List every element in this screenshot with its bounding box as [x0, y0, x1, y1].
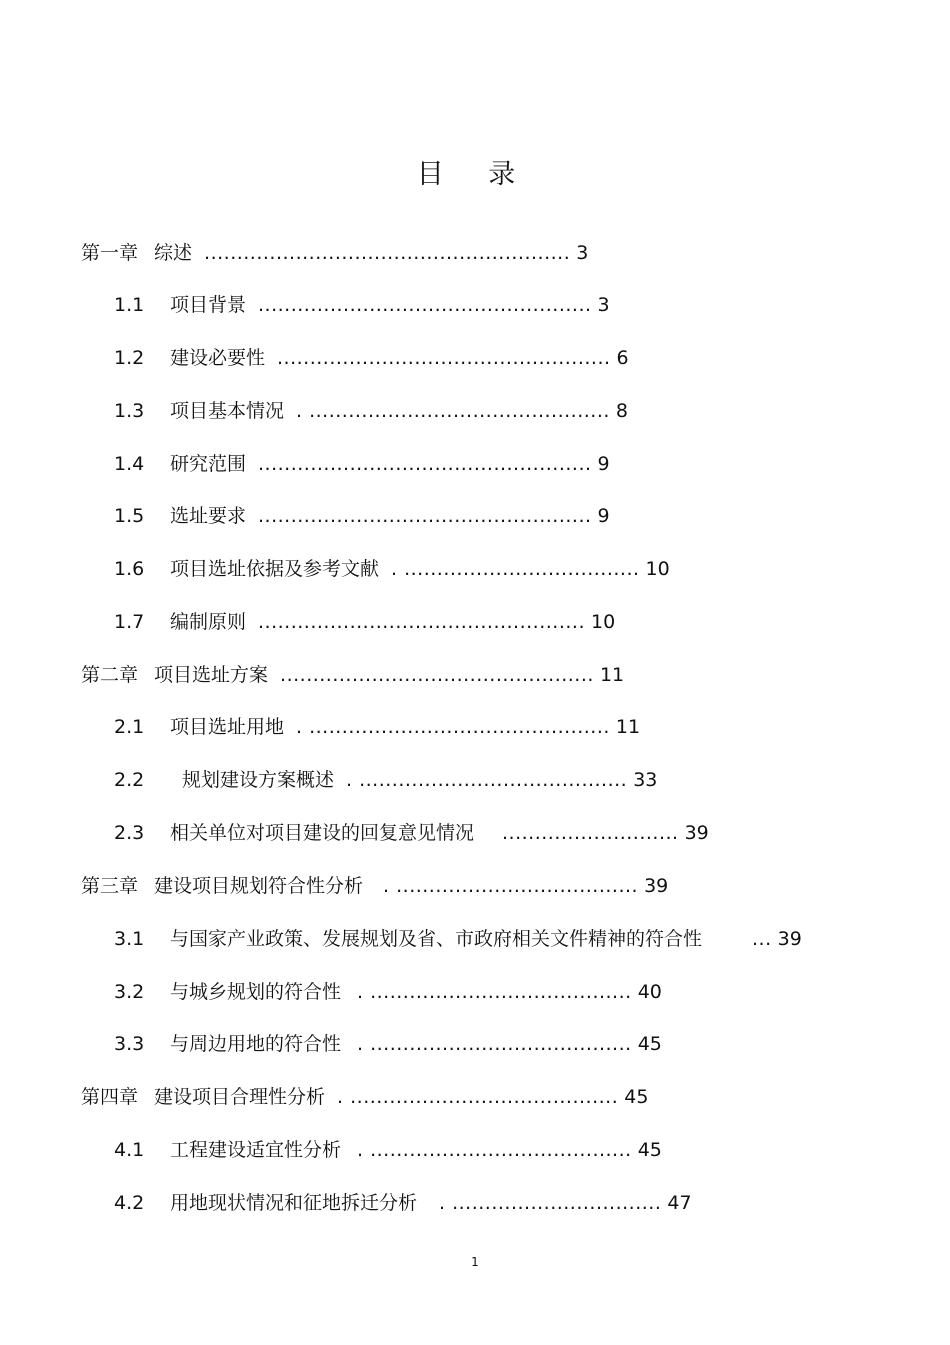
toc-entry-number: 1.1 — [114, 294, 145, 316]
toc-entry-title: 研究范围 — [170, 453, 247, 475]
toc-entry-page: 8 — [615, 400, 629, 422]
toc-leader-dots: . ................................ — [439, 1192, 662, 1214]
toc-leader-dots: .................................................. — [258, 611, 585, 633]
toc-leader-dots: . .................................... — [391, 558, 640, 580]
toc-entry-page: 11 — [615, 716, 641, 738]
toc-entry-chapter-2[interactable] — [81, 661, 624, 689]
toc-entry-number: 2.3 — [114, 822, 145, 844]
toc-entry-number: 3.2 — [114, 981, 145, 1003]
toc-entry-page: 3 — [576, 242, 589, 264]
toc-entry-page: 9 — [597, 505, 610, 527]
toc-entry-section-1-7[interactable] — [114, 608, 615, 636]
toc-entry-page: 45 — [637, 1139, 662, 1161]
toc-entry-section-1-4[interactable] — [114, 450, 610, 478]
toc-entry-number: 4.1 — [114, 1139, 145, 1161]
toc-entry-title: 项目选址用地 — [170, 716, 285, 738]
toc-entry-page: 39 — [777, 928, 802, 950]
toc-entry-page: 6 — [616, 347, 629, 369]
toc-entry-title: 选址要求 — [170, 505, 247, 527]
toc-entry-number: 第四章 — [81, 1086, 139, 1108]
toc-leader-dots: ................................................ — [280, 664, 594, 686]
toc-entry-number: 第三章 — [81, 875, 139, 897]
toc-entry-title: 建设项目合理性分析 — [154, 1086, 326, 1108]
toc-entry-number: 2.2 — [114, 769, 145, 791]
toc-leader-dots: ........................... — [502, 822, 679, 844]
toc-entry-title: 项目背景 — [170, 294, 247, 316]
toc-entry-chapter-4[interactable] — [81, 1083, 648, 1111]
toc-entry-title: 项目选址依据及参考文献 — [170, 558, 380, 580]
toc-entry-section-3-1[interactable] — [114, 925, 802, 953]
toc-entry-number: 2.1 — [114, 716, 145, 738]
toc-entry-page: 40 — [637, 981, 662, 1003]
toc-leader-dots: ... — [752, 928, 772, 950]
toc-entry-section-3-2[interactable] — [114, 978, 662, 1006]
toc-leader-dots: . .............................................. — [296, 400, 610, 422]
toc-entry-title: 综述 — [154, 242, 193, 264]
toc-leader-dots: . ......................................... — [346, 769, 628, 791]
toc-leader-dots: . .............................................. — [296, 716, 610, 738]
toc-leader-dots: . ........................................ — [357, 1139, 632, 1161]
toc-entry-number: 1.7 — [114, 611, 145, 633]
toc-entry-section-3-3[interactable] — [114, 1030, 662, 1058]
toc-entry-section-2-3[interactable] — [114, 819, 709, 847]
toc-entry-page: 45 — [624, 1086, 649, 1108]
toc-entry-section-1-2[interactable] — [114, 344, 629, 372]
toc-leader-dots: . ..................................... — [383, 875, 639, 897]
toc-entry-title: 项目基本情况 — [170, 400, 285, 422]
toc-entry-number: 第二章 — [81, 664, 139, 686]
toc-entry-section-4-1[interactable] — [114, 1136, 662, 1164]
page-title: 目 录 — [416, 159, 534, 190]
toc-entry-section-1-3[interactable] — [114, 397, 628, 425]
toc-leader-dots: ................................................... — [258, 294, 592, 316]
toc-entry-number: 1.5 — [114, 505, 145, 527]
toc-entry-number: 1.4 — [114, 453, 145, 475]
toc-entry-page: 39 — [644, 875, 669, 897]
toc-entry-chapter-1[interactable] — [81, 239, 588, 267]
toc-leader-dots: ................................................... — [277, 347, 611, 369]
toc-entry-number: 3.1 — [114, 928, 145, 950]
toc-entry-section-4-2[interactable] — [114, 1189, 692, 1217]
toc-entry-number: 4.2 — [114, 1192, 145, 1214]
toc-entry-title: 与国家产业政策、发展规划及省、市政府相关文件精神的符合性 — [170, 928, 703, 950]
toc-leader-dots: ................................................... — [258, 505, 592, 527]
toc-entry-page: 11 — [599, 664, 625, 686]
toc-entry-page: 3 — [597, 294, 610, 316]
page-number: 1 — [471, 1255, 479, 1269]
toc-entry-title: 与城乡规划的符合性 — [170, 981, 342, 1003]
toc-entry-section-2-2[interactable] — [114, 766, 657, 794]
toc-entry-number: 1.6 — [114, 558, 145, 580]
toc-entry-number: 1.2 — [114, 347, 145, 369]
toc-entry-title: 工程建设适宜性分析 — [170, 1139, 342, 1161]
toc-entry-section-1-6[interactable] — [114, 555, 670, 583]
toc-leader-dots: . ........................................ — [357, 1033, 632, 1055]
toc-entry-number: 3.3 — [114, 1033, 145, 1055]
toc-entry-section-1-1[interactable] — [114, 291, 610, 319]
toc-entry-title: 相关单位对项目建设的回复意见情况 — [170, 822, 475, 844]
toc-entry-title: 与周边用地的符合性 — [170, 1033, 342, 1055]
toc-entry-page: 39 — [684, 822, 709, 844]
toc-leader-dots: ................................................... — [258, 453, 592, 475]
toc-entry-page: 9 — [597, 453, 610, 475]
toc-entry-number: 1.3 — [114, 400, 145, 422]
toc-leader-dots: . ......................................... — [337, 1086, 619, 1108]
toc-entry-number: 第一章 — [81, 242, 139, 264]
toc-leader-dots: ........................................................ — [204, 242, 571, 264]
toc-entry-title: 用地现状情况和征地拆迁分析 — [170, 1192, 418, 1214]
toc-entry-title: 建设必要性 — [170, 347, 266, 369]
toc-entry-title: 建设项目规划符合性分析 — [154, 875, 364, 897]
toc-leader-dots: . ........................................ — [357, 981, 632, 1003]
toc-entry-section-1-5[interactable] — [114, 502, 610, 530]
toc-entry-page: 10 — [591, 611, 616, 633]
toc-entry-title: 规划建设方案概述 — [182, 769, 335, 791]
toc-entry-section-2-1[interactable] — [114, 713, 640, 741]
toc-entry-title: 项目选址方案 — [154, 664, 269, 686]
toc-entry-page: 33 — [633, 769, 658, 791]
toc-entry-page: 45 — [637, 1033, 662, 1055]
toc-entry-page: 10 — [645, 558, 670, 580]
toc-entry-page: 47 — [667, 1192, 692, 1214]
toc-entry-title: 编制原则 — [170, 611, 247, 633]
toc-entry-chapter-3[interactable] — [81, 872, 668, 900]
